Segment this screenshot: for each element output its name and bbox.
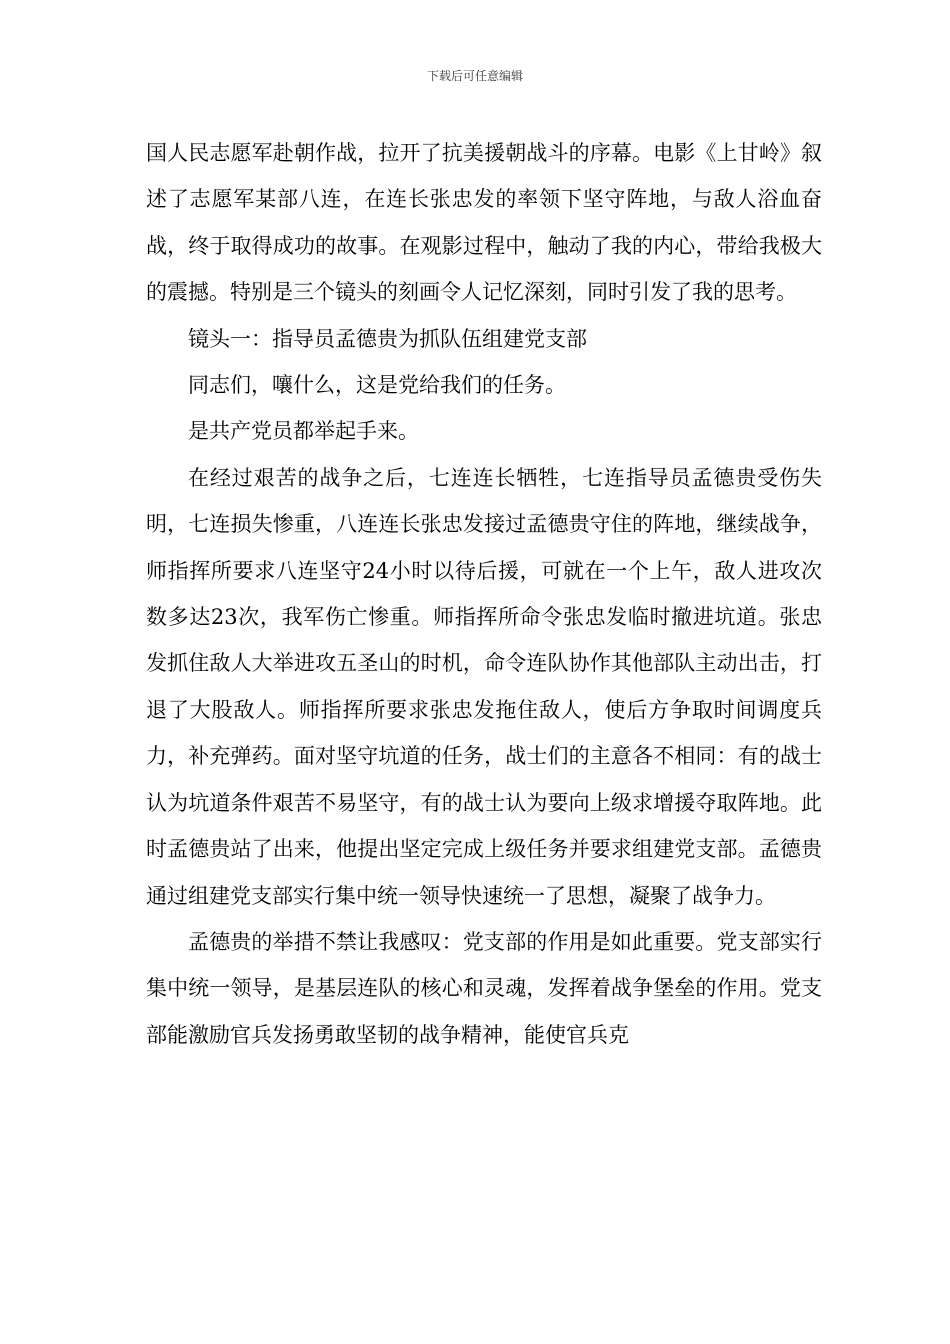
paragraph-reflection: 孟德贵的举措不禁让我感叹：党支部的作用是如此重要。党支部实行集中统一领导，是基层连队的核心和灵魂，发挥着战争堡垒的作用。党支部能激励官兵发扬勇敢坚韧的战争精神，能使官兵克 [146, 929, 822, 1047]
document-body [146, 130, 822, 1058]
page-header: 下载后可任意编辑 [426, 69, 523, 83]
paragraph-quote-one: 同志们，嚷什么，这是党给我们的任务。 [188, 373, 566, 398]
paragraph-intro: 国人民志愿军赴朝作战，拉开了抗美援朝战斗的序幕。电影《上甘岭》叙述了志愿军某部八连，在连长张忠发的率领下坚守阵地，与敌人浴血奋战，终于取得成功的故事。在观影过程中，触动了我的内心，带给我极大的震撼。特别是三个镜头的刻画令人记忆深刻，同时引发了我的思考。 [146, 141, 822, 305]
paragraph-shot-one-heading: 镜头一：指导员孟德贵为抓队伍组建党支部 [188, 326, 587, 351]
paragraph-battle-narrative: 在经过艰苦的战争之后，七连连长牺牲，七连指导员孟德贵受伤失明，七连损失惨重，八连连长张忠发接过孟德贵守住的阵地，继续战争，师指挥所要求八连坚守24小时以待后援，可就在一个上午，敌人进攻次数多达23次，我军伤亡惨重。师指挥所命令张忠发临时撤进坑道。张忠发抓住敌人大举进攻五圣山的时机，命令连队协作其他部队主动出击，打退了大股敌人。师指挥所要求张忠发拖住敌人，使后方争取时间调度兵力，补充弹药。面对坚守坑道的任务，战士们的主意各不相同：有的战士认为坑道条件艰苦不易坚守，有的战士认为要向上级求增援夺取阵地。此时孟德贵站了出来，他提出坚定完成上级任务并要求组建党支部。孟德贵通过组建党支部实行集中统一领导快速统一了思想，凝聚了战争力。 [146, 465, 822, 908]
paragraph-quote-two: 是共产党员都举起手来。 [188, 419, 419, 444]
